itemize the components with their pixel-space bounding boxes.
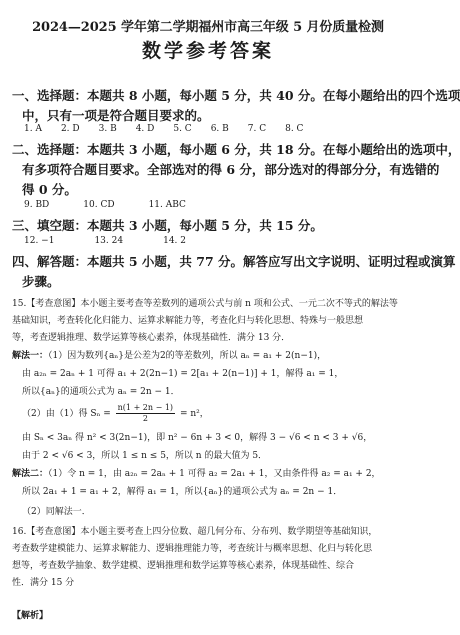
q15-intent-line3: 等，考查逻辑推理、数学运算等核心素养，体现基础性．满分 13 分． [12, 333, 291, 343]
q15-solution2-line1 [12, 466, 404, 479]
section4-heading-line2: 步骤。 [22, 274, 60, 289]
answer-1: 1. A [24, 124, 42, 134]
fraction-denominator: 2 [142, 414, 148, 423]
q16-intent-line3: 想等，考查数学抽象、数学建模、逻辑推理和数学运算等核心素养，体现基础性、综合 [12, 561, 355, 571]
section1-heading-line2: 中，只有一项是符合题目要求的。 [22, 108, 210, 123]
section2-heading-line2: 有多项符合题目要求。全部选对的得 6 分，部分选对的得部分分，有选错的 [22, 162, 440, 177]
q15-solution2-line2: 所以 2a₁ + 1 = a₁ + 2，解得 a₁ = 1，所以{aₙ}的通项公式为 aₙ = 2n − 1． [22, 487, 343, 497]
answer-13: 13. 24 [94, 236, 124, 246]
fraction-numerator: n(1 + 2n − 1) [117, 403, 174, 412]
q16-intent-line1: 16.【考查意图】本小题主要考查上四分位数、超几何分布、分布列、数学期望等基础知识， [12, 527, 378, 537]
q15-s2-text1: （1）令 n = 1，由 a₂ₙ = 2aₙ + 1 可得 a₂ = 2a₁ + 1，又由条件得 a₂ = a₁ + 2， [48, 469, 381, 479]
answer-6: 6. B [210, 124, 229, 134]
q16-intent-line2: 考查数学建模能力、运算求解能力、逻辑推理能力等，考查统计与概率思想、化归与转化思 [12, 544, 373, 554]
section1-answers [24, 124, 416, 134]
answer-2: 2. D [60, 124, 80, 134]
q15-s1-text1: （1）因为数列{aₙ}是公差为2的等差数列，所以 aₙ = a₁ + 2(n−1)， [48, 351, 327, 361]
q15-intent-line2: 基础知识，考查转化化归能力、运算求解能力等，考查化归与转化思想、特殊与一般思想 [12, 316, 364, 326]
answer-8: 8. C [285, 124, 304, 134]
q16-intent-line4: 性．满分 15 分 [12, 578, 75, 588]
exam-title: 2024—2025 学年第二学期福州市高三年级 5 月份质量检测 [32, 20, 384, 35]
q15-solution2-line3: （2）同解法一． [22, 507, 91, 517]
section3-answers [24, 236, 416, 246]
solution1-label: 解法一： [12, 351, 49, 361]
q15-solution1-line6: 由于 2 < √6 < 3，所以 1 ≤ n ≤ 5，所以 n 的最大值为 5． [22, 451, 268, 461]
q15-solution1-line2: 由 a₂ₙ = 2aₙ + 1 可得 a₁ + 2(2n−1) = 2[a₁ + 2(n−1)] + 1，解得 a₁ = 1， [22, 369, 344, 379]
section3-heading: 三、填空题：本题共 3 小题，每小题 5 分，共 15 分。 [12, 218, 323, 233]
section2-heading-line1: 二、选择题：本题共 3 小题，每小题 6 分，共 18 分。在每小题给出的选项中， [12, 142, 460, 157]
answer-3: 3. B [98, 124, 117, 134]
q15-solution1-line4 [22, 402, 414, 426]
section2-answers [24, 200, 416, 210]
answer-7: 7. C [247, 124, 267, 134]
answer-4: 4. D [135, 124, 155, 134]
document-title: 数学参考答案 [141, 40, 274, 62]
q15-solution1-line5: 由 Sₙ < 3aₙ 得 n² < 3(2n−1)，即 n² − 6n + 3 < 0，解得 3 − √6 < n < 3 + √6， [22, 433, 373, 443]
q16-analysis-heading: 【解析】 [12, 611, 49, 621]
section4-heading-line1: 四、解答题：本题共 5 小题，共 77 分。解答应写出文字说明、证明过程或演算 [12, 254, 456, 269]
answer-10: 10. CD [83, 200, 115, 210]
section1-heading-line1: 一、选择题：本题共 8 小题，每小题 5 分，共 40 分。在每小题给出的四个选项 [12, 88, 460, 103]
q15-s1-text4a: （2）由（1）得 Sₙ = [22, 409, 111, 419]
answer-9: 9. BD [24, 200, 50, 210]
answer-12: 12. −1 [24, 236, 55, 246]
q15-intent-line1: 15.【考查意图】本小题主要考查等差数列的通项公式与前 n 项和公式、一元二次不等式的解法等 [12, 299, 398, 309]
section2-heading-line3: 得 0 分。 [22, 182, 77, 197]
answer-5: 5. C [173, 124, 192, 134]
q15-solution1-line1 [12, 348, 404, 361]
q15-solution1-line3: 所以{aₙ}的通项公式为 aₙ = 2n − 1． [22, 387, 180, 397]
q15-s1-text4b: = n²， [179, 409, 209, 419]
answer-11: 11. ABC [148, 200, 186, 210]
answer-14: 14. 2 [163, 236, 186, 246]
solution2-label: 解法二： [12, 469, 49, 479]
sum-fraction [116, 403, 175, 424]
